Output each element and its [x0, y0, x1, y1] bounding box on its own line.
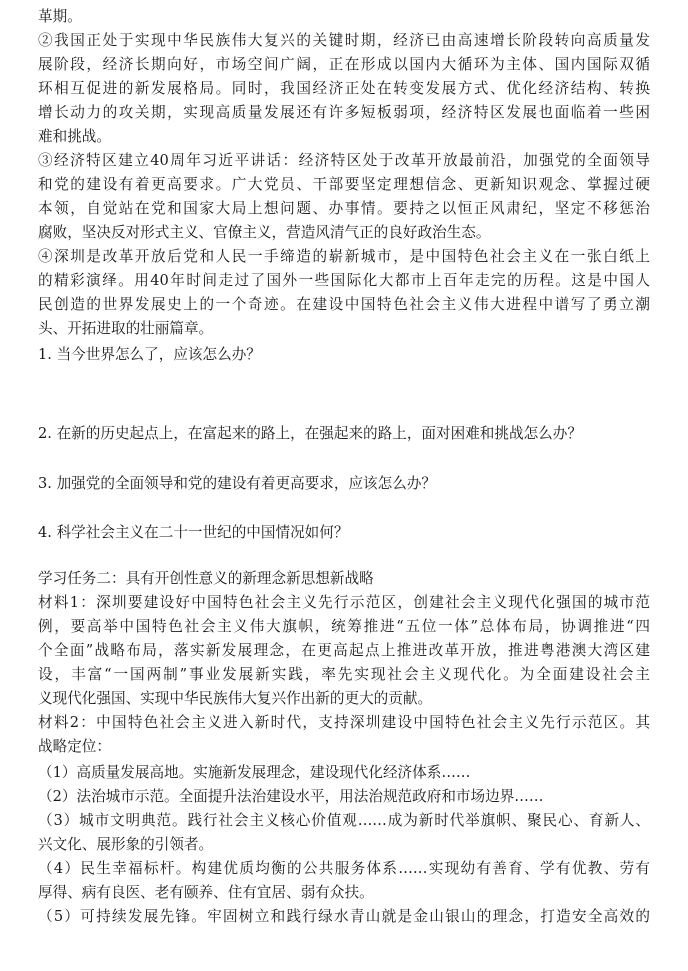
text-line: 环相互促进的新发展格局。同时，我国经济正处在转变发展方式、优化经济结构、转换 — [38, 80, 650, 97]
text-line: 材料1：深圳要建设好中国特色社会主义先行示范区，创建社会主义现代化强国的城市范 — [38, 594, 650, 611]
text-line: 战略定位： — [38, 738, 111, 755]
list-item: （1）高质量发展高地。实施新发展理念，建设现代化经济体系…… — [38, 764, 471, 781]
text-line: 增长动力的攻关期，实现高质量发展还有许多短板弱项，经济特区发展也面临着一些困 — [38, 104, 650, 121]
question-1: 1. 当今世界怎么了，应该怎么办？ — [38, 346, 261, 363]
text-line: 头、开拓进取的壮丽篇章。 — [38, 320, 214, 337]
question-3: 3. 加强党的全面领导和党的建设有着更高要求，应该怎么办？ — [38, 475, 437, 492]
list-item: （4）民生幸福标杆。构建优质均衡的公共服务体系……实现幼有善育、学有优教、劳有 — [38, 860, 650, 877]
list-item-continued: 厚得、病有良医、老有颐养、住有宜居、弱有众扶。 — [38, 884, 374, 901]
question-4: 4. 科学社会主义在二十一世纪的中国情况如何？ — [38, 524, 349, 541]
text-line: 材料2：中国特色社会主义进入新时代，支持深圳建设中国特色社会主义先行示范区。其 — [38, 714, 650, 731]
list-item: （3）城市文明典范。践行社会主义核心价值观……成为新时代举旗帜、聚民心、育新人、 — [38, 812, 650, 829]
text-line: 例，要高举中国特色社会主义伟大旗帜，统筹推进“五位一体”总体布局，协调推进“四 — [38, 618, 650, 635]
text-line: 革期。 — [38, 8, 82, 25]
list-item: （2）法治城市示范。全面提升法治建设水平，用法治规范政府和市场边界…… — [38, 788, 544, 805]
text-line: 难和挑战。 — [38, 128, 111, 145]
list-item-continued: 兴文化、展形象的引领者。 — [38, 836, 214, 853]
text-line: ③经济特区建立40周年习近平讲话：经济特区处于改革开放最前沿，加强党的全面领导 — [38, 152, 650, 169]
text-line: 腐败，坚决反对形式主义、官僚主义，营造风清气正的良好政治生态。 — [38, 224, 491, 241]
text-line: 设，丰富“一国两制”事业发展新实践，率先实现社会主义现代化。为全面建设社会主 — [38, 666, 650, 683]
section-heading: 学习任务二：具有开创性意义的新理念新思想新战略 — [38, 570, 374, 587]
text-line: ②我国正处于实现中华民族伟大复兴的关键时期，经济已由高速增长阶段转向高质量发 — [38, 32, 650, 49]
text-line: ④深圳是改革开放后党和人民一手缔造的崭新城市，是中国特色社会主义在一张白纸上 — [38, 248, 650, 265]
question-2: 2. 在新的历史起点上，在富起来的路上，在强起来的路上，面对困难和挑战怎么办？ — [38, 425, 582, 442]
text-line: 本领，自觉站在党和国家大局上想问题、办事情。要持之以恒正风肃纪，坚定不移惩治 — [38, 200, 650, 217]
list-item: （5）可持续发展先锋。牢固树立和践行绿水青山就是金山银山的理念，打造安全高效的 — [38, 908, 650, 925]
text-line: 义现代化强国、实现中华民族伟大复兴作出新的更大的贡献。 — [38, 690, 433, 707]
text-line: 展阶段，经济长期向好，市场空间广阔，正在形成以国内大循环为主体、国内国际双循 — [38, 56, 650, 73]
text-line: 民创造的世界发展史上的一个奇迹。在建设中国特色社会主义伟大进程中谱写了勇立潮 — [38, 296, 650, 313]
text-line: 的精彩演绎。用40年时间走过了国外一些国际化大都市上百年走完的历程。这是中国人 — [38, 272, 650, 289]
text-line: 和党的建设有着更高要求。广大党员、干部要坚定理想信念、更新知识观念、掌握过硬 — [38, 176, 650, 193]
text-line: 个全面”战略布局，落实新发展理念，在更高起点上推进改革开放，推进粤港澳大湾区建 — [38, 642, 650, 659]
